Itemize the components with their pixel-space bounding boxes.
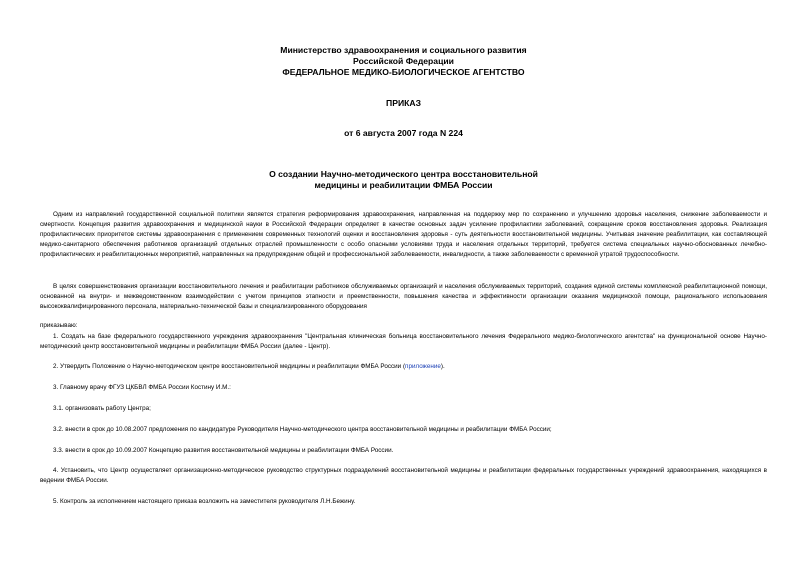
- paragraph-1: Одним из направлений государственной социальной политики является стратегия реформирования здравоохранения, направленная на поддержку мер по сохранению и улучшению здоровья населения, снижение заболеваемости и смертности. Концепция развития здравоохранения и медицинской науки в Российской Федерации определяет в качестве основных задач усиление профилактики заболеваний, сокращение сроков восстановления здоровья. Реализация профилактических приоритетов системы здравоохранения с применением современных технологий оценки и восстановления здоровья - суть деятельности восстановительной медицины. Учитывая значение реабилитации, как составляющей медико-санитарного обеспечения работников организаций отдельных отраслей промышленности с особо опасными условиями труда и населения отдельных территорий, требуется система специальных научно-обоснованных лечебно-профилактических и реабилитационных мероприятий, направленных на предупреждение общей и профессиональной заболеваемости, инвалидности, а также заболеваемости с временной утратой трудоспособности.: [40, 211, 767, 258]
- item-1: 1. Создать на базе федерального государственного учреждения здравоохранения "Центральная клиническая больница восстановительного лечения Федерального медико-биологического агентства" на функциональной основе Научно-методический центр восстановительной медицины и реабилитации ФМБА России (далее - Центр).: [40, 333, 767, 350]
- item-4: 4. Установить, что Центр осуществляет организационно-методическое руководство структурных подразделений восстановительной медицины и реабилитации федеральных государственных учреждений здравоохранения, находящихся в ведении ФМБА России.: [40, 467, 767, 484]
- doc-type: ПРИКАЗ: [386, 98, 421, 108]
- item-3-1: 3.1. организовать работу Центра;: [53, 405, 151, 412]
- title-line-1: О создании Научно-методического центра восстановительной: [269, 169, 538, 179]
- ministry-line-1: Министерство здравоохранения и социального развития: [280, 45, 527, 55]
- agency-name: ФЕДЕРАЛЬНОЕ МЕДИКО-БИОЛОГИЧЕСКОЕ АГЕНТСТВО: [282, 67, 525, 77]
- item-2-end: ).: [440, 363, 445, 370]
- item-5: 5. Контроль за исполнением настоящего приказа возложить на заместителя руководителя Л.Н.Бежину.: [53, 498, 356, 505]
- item-3-2: 3.2. внести в срок до 10.08.2007 предложения по кандидатуре Руководителя Научно-методического центра восстановительной медицины и реабилитации ФМБА России;: [53, 426, 552, 433]
- order-word: приказываю:: [40, 322, 78, 329]
- item-2-text: 2. Утвердить Положение о Научно-методическом центре восстановительной медицины и реабилитации ФМБА России (: [53, 363, 406, 370]
- paragraph-2: В целях совершенствования организации восстановительного лечения и реабилитации работников обслуживаемых организаций и населения обслуживаемых территорий, создания единой системы комплексной реабилитационной помощи, основанной на внутри- и межведомственном взаимодействии с учетом принципов этапности и преемственности, повышения качества и эффективности организации оказания медицинской помощи, рационального использования высококвалифицированного персонала, материально-технической базы и специализированного оборудования: [40, 283, 767, 310]
- item-2: [40, 362, 767, 372]
- item-3: 3. Главному врачу ФГУЗ ЦКБВЛ ФМБА России Костину И.М.:: [53, 384, 231, 391]
- doc-title: [40, 169, 767, 191]
- appendix-link[interactable]: приложение: [405, 363, 441, 370]
- doc-date-number: от 6 августа 2007 года N 224: [344, 128, 463, 138]
- ministry-heading: [40, 45, 767, 78]
- ministry-line-2: Российской Федерации: [353, 56, 454, 66]
- item-3-3: 3.3. внести в срок до 10.09.2007 Концепцию развития восстановительной медицины и реабилитации ФМБА России.: [53, 447, 394, 454]
- title-line-2: медицины и реабилитации ФМБА России: [314, 180, 493, 190]
